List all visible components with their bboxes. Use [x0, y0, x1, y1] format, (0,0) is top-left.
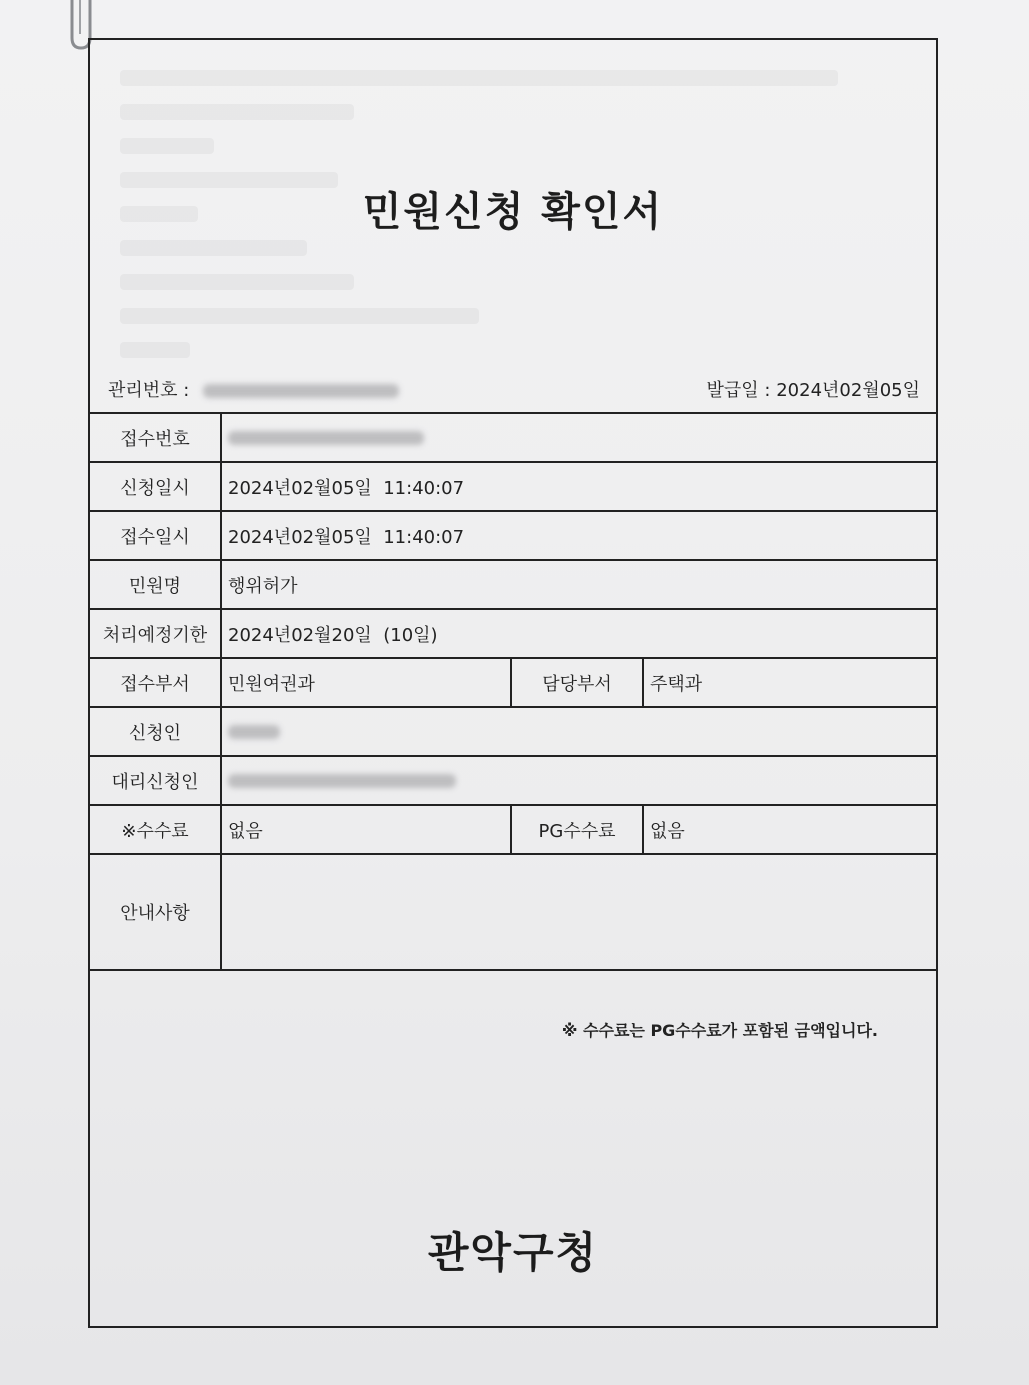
fee-value: 없음: [221, 805, 511, 854]
pg-fee-value: 없음: [643, 805, 937, 854]
management-number: [108, 376, 399, 402]
applicant-value: [221, 707, 937, 756]
issue-date-label: 발급일 :: [706, 380, 771, 401]
row-notice: [89, 854, 937, 970]
application-table: [88, 412, 938, 971]
petition-name-value: 행위허가: [221, 560, 937, 609]
receipt-number-value: [221, 413, 937, 462]
row-receipt-number: [89, 413, 937, 462]
redacted-management-number: [203, 384, 399, 398]
responsible-dept-label: 담당부서: [511, 658, 643, 707]
apply-datetime-label: 신청일시: [89, 462, 221, 511]
redacted-proxy-applicant: [228, 774, 456, 788]
management-number-label: 관리번호 :: [108, 380, 190, 401]
notice-label: 안내사항: [89, 854, 221, 970]
petition-name-label: 민원명: [89, 560, 221, 609]
receiving-dept-label: 접수부서: [89, 658, 221, 707]
receipt-datetime-label: 접수일시: [89, 511, 221, 560]
row-deadline: [89, 609, 937, 658]
row-applicant: [89, 707, 937, 756]
applicant-label: 신청인: [89, 707, 221, 756]
responsible-dept-value: 주택과: [643, 658, 937, 707]
certificate-frame: [88, 38, 938, 1328]
document-title: 민원신청 확인서: [362, 189, 664, 235]
issuer-name: 관악구청: [427, 1228, 599, 1277]
proxy-applicant-label: 대리신청인: [89, 756, 221, 805]
receipt-number-label: 접수번호: [89, 413, 221, 462]
receipt-datetime-value: 2024년02월05일 11:40:07: [221, 511, 937, 560]
proxy-applicant-value: [221, 756, 937, 805]
row-fee: [89, 805, 937, 854]
deadline-label: 처리예정기한: [89, 609, 221, 658]
fee-label: ※수수료: [89, 805, 221, 854]
issue-date: [707, 376, 920, 402]
row-proxy-applicant: [89, 756, 937, 805]
redacted-applicant: [228, 725, 280, 739]
fee-footnote: ※ 수수료는 PG수수료가 포함된 금액입니다.: [561, 1021, 878, 1040]
pg-fee-label: PG수수료: [511, 805, 643, 854]
row-apply-datetime: [89, 462, 937, 511]
row-departments: [89, 658, 937, 707]
deadline-value: 2024년02월20일 (10일): [221, 609, 937, 658]
receiving-dept-value: 민원여권과: [221, 658, 511, 707]
issue-date-value: 2024년02월05일: [776, 380, 920, 401]
redacted-receipt-number: [228, 431, 424, 445]
row-petition-name: [89, 560, 937, 609]
row-receipt-datetime: [89, 511, 937, 560]
notice-value: [221, 854, 937, 970]
apply-datetime-value: 2024년02월05일 11:40:07: [221, 462, 937, 511]
